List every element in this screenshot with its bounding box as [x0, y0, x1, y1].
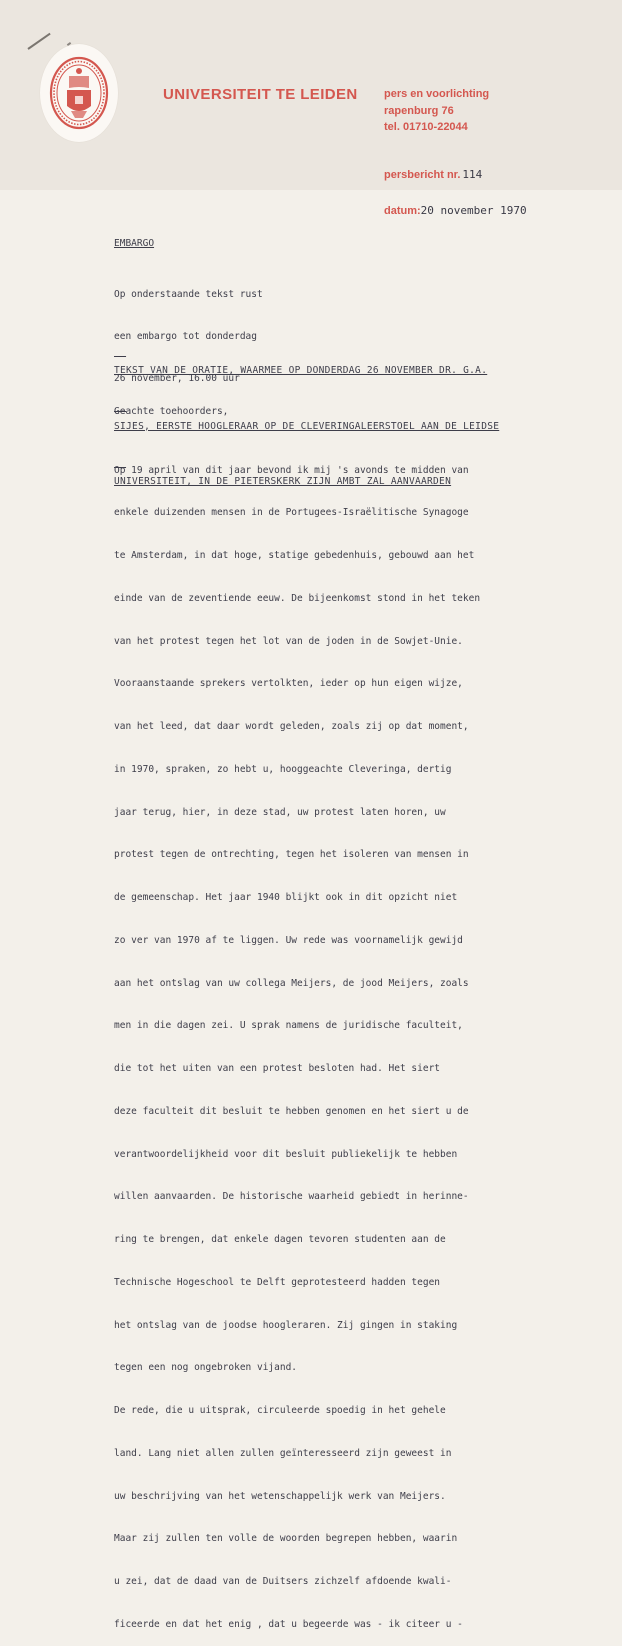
- body-line: Maar zij zullen ten volle de woorden begrepen hebben, waarin: [114, 1533, 458, 1545]
- embargo-title: EMBARGO: [114, 238, 155, 249]
- body-line: protest tegen de ontrechting, tegen het isoleren van mensen in: [114, 849, 469, 861]
- body-line: land. Lang niet allen zullen geïnteresseerd zijn geweest in: [114, 1447, 452, 1459]
- date-label: datum:: [384, 205, 421, 217]
- body-line: Vooraanstaande sprekers vertolkten, ieder op hun eigen wijze,: [114, 678, 463, 690]
- body-line: deze faculteit dit besluit te hebben genomen en het siert u de: [114, 1105, 469, 1117]
- pen-mark: [27, 33, 50, 50]
- body-line: verantwoordelijkheid voor dit besluit publiekelijk te hebben: [114, 1148, 458, 1160]
- date-line: [384, 204, 527, 217]
- body-line: aan het ontslag van uw collega Meijers, de jood Meijers, zoals: [114, 977, 469, 989]
- body-line: ficeerde en dat het enig , dat u begeerde was - ik citeer u -: [114, 1618, 463, 1630]
- body-line: jaar terug, hier, in deze stad, uw protest laten horen, uw: [114, 806, 446, 818]
- press-release-label: persbericht nr.: [384, 169, 461, 181]
- embargo-line: Op onderstaande tekst rust: [114, 289, 263, 300]
- body-line: Technische Hogeschool te Delft geprotesteerd hadden tegen: [114, 1276, 441, 1288]
- department: pers en voorlichting: [384, 88, 490, 100]
- body-line: die tot het uiten van een protest besloten had. Het siert: [114, 1063, 441, 1074]
- body-line: willen aanvaarden. De historische waarheid gebiedt in herinne-: [114, 1191, 469, 1203]
- body-line: Op 19 april van dit jaar bevond ik mij 's avonds te midden van: [114, 464, 469, 476]
- body-line: tegen een nog ongebroken vijand.: [114, 1362, 298, 1374]
- body-line: ring te brengen, dat enkele dagen tevoren studenten aan de: [114, 1234, 446, 1245]
- heading-line: SIJES, EERSTE HOOGLERAAR OP DE CLEVERINGALEERSTOEL AAN DE LEIDSE: [114, 420, 500, 432]
- body-line: van het protest tegen het lot van de joden in de Sowjet-Unie.: [114, 635, 463, 647]
- body-line: de gemeenschap. Het jaar 1940 blijkt ook in dit opzicht niet: [114, 892, 458, 903]
- body-line: van het leed, dat daar wordt geleden, zoals zij op dat moment,: [114, 721, 469, 732]
- phone: tel. 01710-22044: [384, 121, 468, 133]
- body-text: [114, 435, 480, 1646]
- body-line: enkele duizenden mensen in de Portugees-Israëlitische Synagoge: [114, 507, 469, 519]
- university-seal: [40, 44, 118, 142]
- heading-line: UNIVERSITEIT, IN DE PIETERSKERK ZIJN AMBT ZAL AANVAARDEN: [114, 476, 452, 487]
- body-line: uw beschrijving van het wetenschappelijk werk van Meijers.: [114, 1490, 446, 1502]
- body-line: het ontslag van de joodse hoogleraren. Zij gingen in staking: [114, 1319, 458, 1331]
- embargo-line: een embargo tot donderdag: [114, 331, 257, 342]
- embargo-line: 26 november, 16.00 uur: [114, 373, 240, 384]
- leiden-seal-icon: [49, 56, 109, 130]
- press-release-value: 114: [462, 168, 483, 181]
- body-line: zo ver van 1970 af te liggen. Uw rede was voornamelijk gewijd: [114, 934, 463, 946]
- letterhead-band: [0, 0, 622, 190]
- address: rapenburg 76: [384, 105, 454, 117]
- press-release-number: [384, 168, 482, 181]
- body-line: te Amsterdam, in dat hoge, statige gebedenhuis, gebouwd aan het: [114, 550, 475, 561]
- body-line: in 1970, spraken, zo hebt u, hooggeachte Cleveringa, dertig: [114, 763, 452, 775]
- body-line: men in die dagen zei. U sprak namens de juridische faculteit,: [114, 1020, 463, 1032]
- body-line: einde van de zeventiende eeuw. De bijeenkomst stond in het teken: [114, 592, 481, 604]
- university-name: UNIVERSITEIT TE LEIDEN: [163, 86, 358, 103]
- date-value: 20 november 1970: [420, 204, 527, 217]
- salutation: Geachte toehoorders,: [114, 406, 229, 417]
- body-line: De rede, die u uitsprak, circuleerde spoedig in het gehele: [114, 1405, 446, 1416]
- heading-line: TEKST VAN DE ORATIE, WAARMEE OP DONDERDAG 26 NOVEMBER DR. G.A.: [114, 365, 488, 376]
- body-line: u zei, dat de daad van de Duitsers zichzelf afdoende kwali-: [114, 1576, 452, 1587]
